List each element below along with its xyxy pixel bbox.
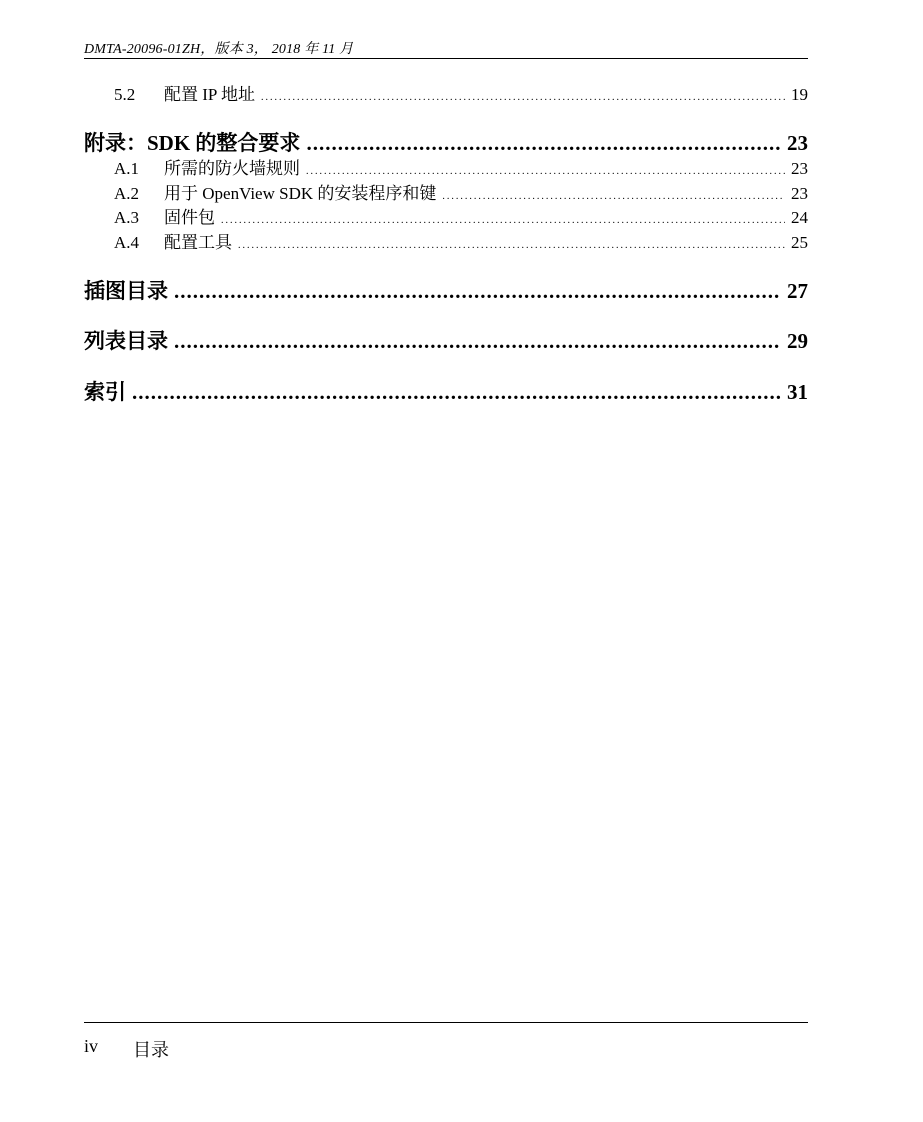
toc-entry-title: 索引 bbox=[84, 380, 126, 404]
toc-entry-page: 29 bbox=[787, 329, 808, 353]
toc-entry-number: A.1 bbox=[114, 159, 140, 178]
toc-dot-leader bbox=[238, 233, 785, 253]
toc-entry-page: 19 bbox=[791, 85, 808, 104]
footer-section-title: 目录 bbox=[133, 1040, 169, 1060]
toc-entry-title: 附录：SDK 的整合要求 bbox=[84, 131, 301, 155]
toc-dot-leader bbox=[306, 131, 781, 156]
toc-entry-a-4[interactable] bbox=[114, 228, 808, 253]
toc-entry-a-1[interactable] bbox=[114, 154, 808, 179]
toc-entry-list-of-tables[interactable] bbox=[84, 325, 808, 355]
toc-entry-appendix[interactable] bbox=[84, 127, 808, 157]
toc-entry-page: 23 bbox=[787, 131, 808, 155]
toc-entry-page: 27 bbox=[787, 279, 808, 303]
toc-entry-page: 25 bbox=[791, 233, 808, 252]
toc-entry-number: A.3 bbox=[114, 208, 140, 227]
toc-entry-number: 5.2 bbox=[114, 85, 136, 104]
toc-entry-title: 配置 IP 地址 bbox=[164, 85, 255, 104]
footer-rule bbox=[84, 1022, 808, 1023]
toc-dot-leader bbox=[306, 159, 785, 179]
toc-entry-number: A.4 bbox=[114, 233, 140, 252]
toc-entry-title: 用于 OpenView SDK 的安装程序和键 bbox=[164, 184, 437, 203]
toc-entry-list-of-figures[interactable] bbox=[84, 275, 808, 305]
toc-dot-leader bbox=[221, 208, 785, 228]
header-rule bbox=[84, 58, 808, 59]
toc-entry-title: 配置工具 bbox=[164, 233, 232, 252]
header-doc-info: DMTA-20096-01ZH，版本 3， 2018 年 11 月 bbox=[84, 42, 354, 57]
toc-dot-leader bbox=[442, 184, 785, 204]
toc-entry-title: 固件包 bbox=[164, 208, 215, 227]
toc-entry-title: 所需的防火墙规则 bbox=[164, 159, 300, 178]
toc-dot-leader bbox=[261, 85, 785, 105]
toc-dot-leader bbox=[132, 380, 781, 405]
toc-entry-page: 23 bbox=[791, 159, 808, 178]
footer-page-number: iv bbox=[84, 1036, 99, 1056]
toc-entry-page: 31 bbox=[787, 380, 808, 404]
toc-entry-a-2[interactable] bbox=[114, 179, 808, 204]
toc-entry-page: 24 bbox=[791, 208, 808, 227]
toc-entry-index[interactable] bbox=[84, 376, 808, 406]
toc-dot-leader bbox=[174, 279, 781, 304]
toc-entry-number: A.2 bbox=[114, 184, 140, 203]
toc-entry-a-3[interactable] bbox=[114, 203, 808, 228]
toc-entry-title: 列表目录 bbox=[84, 329, 168, 353]
toc-entry-page: 23 bbox=[791, 184, 808, 203]
toc-entry-5-2[interactable] bbox=[114, 80, 808, 105]
toc-entry-title: 插图目录 bbox=[84, 279, 168, 303]
toc-dot-leader bbox=[174, 329, 781, 354]
